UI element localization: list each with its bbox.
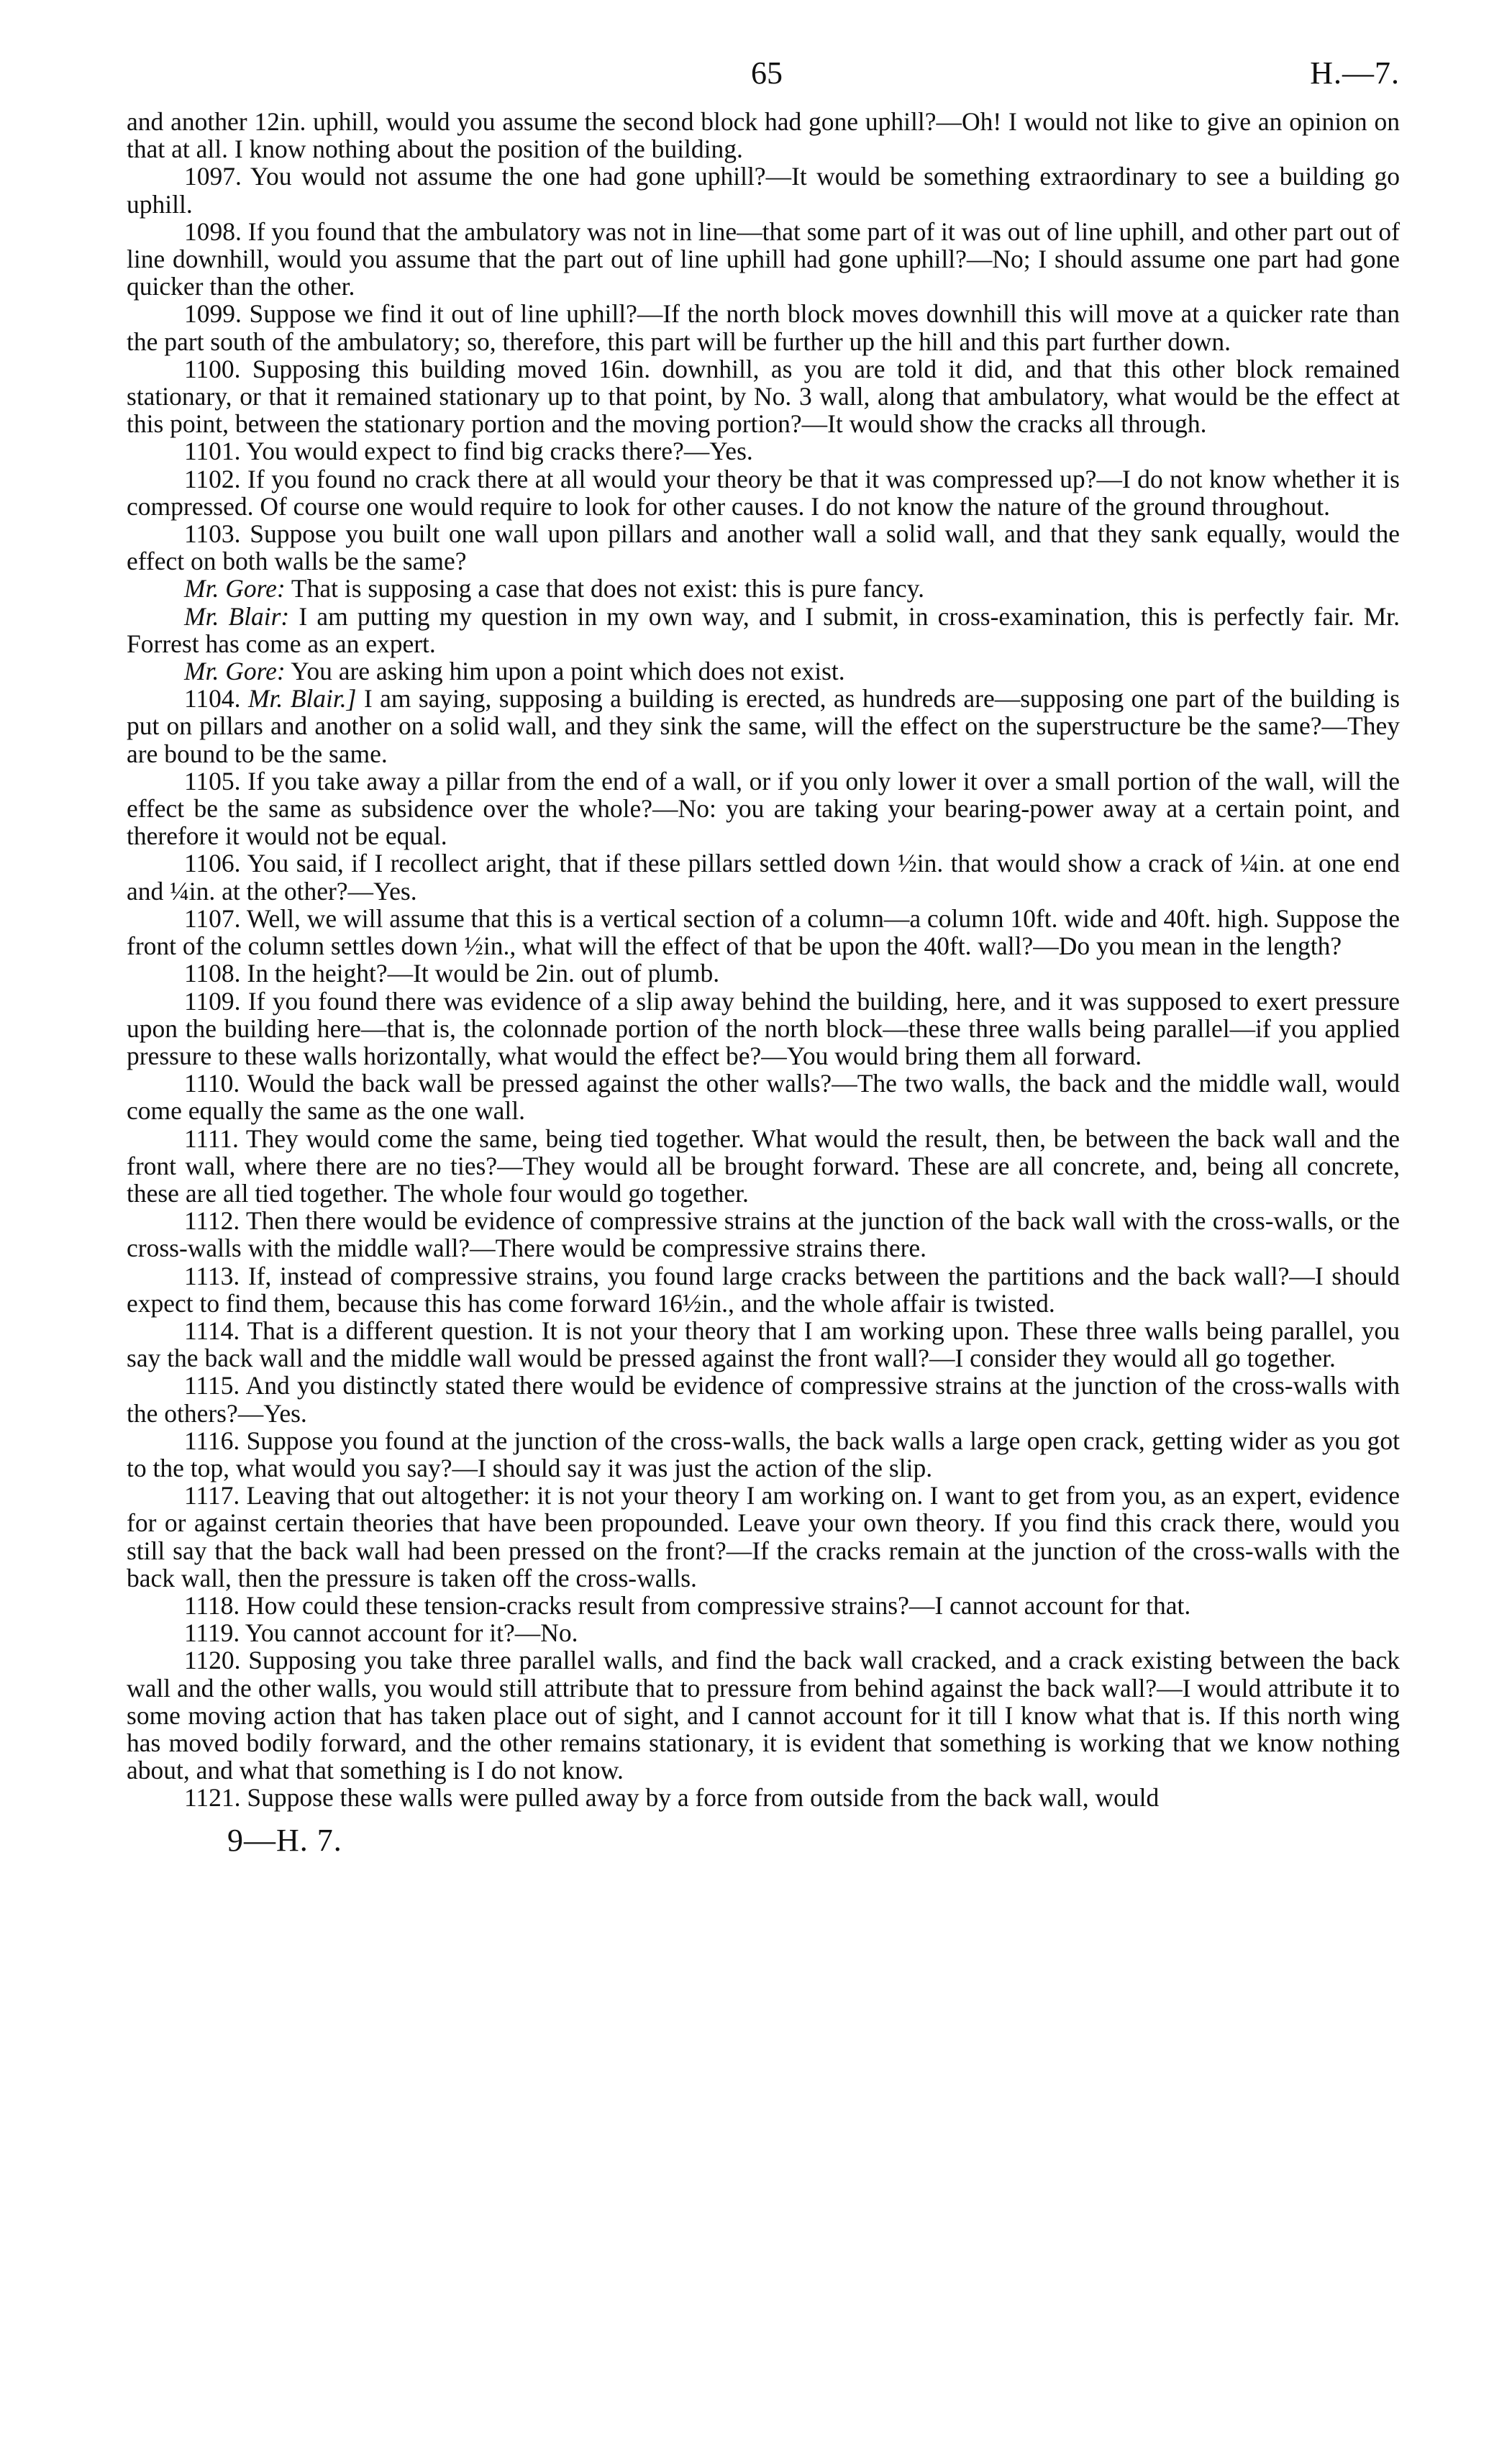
paragraph-text: 1113. If, instead of compressive strains, you found large cracks between the partitions and the back wall?—I should expect to find them, because this has come forward 16½in., and the whole affair is twisted. [127, 1261, 1400, 1318]
page-number: 65 [751, 55, 783, 91]
paragraph [127, 300, 1400, 355]
paragraph [127, 1482, 1400, 1592]
paragraph-text: I am putting my question in my own way, and I submit, in cross-examination, this is perfectly fair. Mr. Forrest has come as an expert. [127, 601, 1401, 658]
paragraph [127, 1646, 1400, 1784]
speaker-name: Mr. Gore: [184, 574, 286, 603]
paragraph [127, 520, 1400, 575]
paragraph [127, 108, 1400, 163]
paragraph [127, 1427, 1400, 1482]
paragraph [127, 163, 1400, 217]
paragraph-text: 1101. You would expect to find big cracks there?—Yes. [184, 437, 753, 466]
speaker-paragraph [127, 685, 1400, 767]
paragraph-text: 1114. That is a different question. It is not your theory that I am working upon. These three walls being parallel, you say the back wall and the middle wall would be pressed against the front wall?—I consider they would all go together. [127, 1316, 1400, 1373]
page-signature: 9—H. 7. [227, 1822, 342, 1858]
document-reference: H.—7. [1310, 55, 1400, 91]
speaker-paragraph [127, 603, 1400, 657]
paragraph [127, 960, 1400, 987]
paragraph-text: 1106. You said, if I recollect aright, that if these pillars settled down ½in. that would show a crack of ¼in. at one end and ¼in. at the other?—Yes. [127, 849, 1400, 906]
paragraph [127, 1207, 1400, 1262]
paragraph-text: 1107. Well, we will assume that this is a vertical section of a column—a column 10ft. wide and 40ft. high. Suppose the front of the column settles down ½in., what will the effect of that be upon the 40ft. wall?—Do you mean in the length? [127, 903, 1400, 961]
paragraph-text: That is supposing a case that does not exist: this is pure fancy. [291, 574, 925, 603]
paragraph [127, 905, 1400, 960]
paragraph-text: 1097. You would not assume the one had gone uphill?—It would be something extraordinary to see a building go uphill. [127, 162, 1400, 219]
paragraph [127, 437, 1400, 465]
paragraph-text: 1105. If you take away a pillar from the end of a wall, or if you only lower it over a small portion of the wall, will the effect be the same as subsidence over the whole?—No: you are taking your bearing-power away at a certain point, and therefore it would not be equal. [127, 766, 1400, 851]
paragraph-text: 1109. If you found there was evidence of a slip away behind the building, here, and it was supposed to exert pressure upon the building here—that is, the colonnade portion of the north block—these three walls being parallel—if you applied pressure to these walls horizontally, what would the effect be?—You would bring them all forward. [127, 986, 1400, 1070]
paragraph [127, 1317, 1400, 1372]
paragraph-text: 1103. Suppose you built one wall upon pillars and another wall a solid wall, and that they sank equally, would the effect on both walls be the same? [127, 519, 1400, 576]
speaker-name: Mr. Gore: [184, 657, 286, 686]
speaker-paragraph [127, 575, 1400, 602]
page-header [127, 50, 1400, 108]
paragraph [127, 218, 1400, 301]
paragraph [127, 1592, 1400, 1619]
paragraph-text: 1099. Suppose we find it out of line uphill?—If the north block moves downhill this will move at a quicker rate than the part south of the ambulatory; so, therefore, this part will be further up the hill and this part further down. [127, 299, 1400, 356]
paragraph-text: 1112. Then there would be evidence of compressive strains at the junction of the back wall with the cross-walls, or the cross-walls with the middle wall?—There would be compressive strains there. [127, 1206, 1400, 1263]
paragraph-text: 1098. If you found that the ambulatory was not in line—that some part of it was out of line uphill, and other part out of line downhill, would you assume that the part out of line uphill had gone uphill?—No; I should assume one part had gone quicker than the other. [127, 217, 1400, 301]
document-page [127, 50, 1400, 2424]
paragraph [127, 1372, 1400, 1426]
speaker-name: Mr. Blair.] [247, 684, 357, 714]
body-text [127, 108, 1400, 1812]
paragraph-text: 1115. And you distinctly stated there would be evidence of compressive strains at the junction of the cross-walls with the others?—Yes. [127, 1371, 1400, 1428]
paragraph-text: 1119. You cannot account for it?—No. [184, 1618, 578, 1648]
paragraph-text: You are asking him upon a point which does not exist. [291, 657, 845, 686]
paragraph-text: 1110. Would the back wall be pressed against the other walls?—The two walls, the back and the middle wall, would come equally the same as the one wall. [127, 1069, 1400, 1126]
paragraph-text: 1111. They would come the same, being tied together. What would the result, then, be between the back wall and the front wall, where there are no ties?—They would all be brought forward. These are all concrete, and, being all concrete, these are all tied together. The whole four would go together. [127, 1124, 1400, 1208]
paragraph-text: 1100. Supposing this building moved 16in. downhill, as you are told it did, and that this other block remained stationary, or that it remained stationary up to that point, by No. 3 wall, along that ambulatory, what would be the effect at this point, between the stationary portion and the moving portion?—It would show the cracks all through. [127, 354, 1400, 439]
paragraph-text: 1118. How could these tension-cracks result from compressive strains?—I cannot account for that. [184, 1590, 1191, 1620]
paragraph [127, 465, 1400, 520]
paragraph [127, 1784, 1400, 1811]
paragraph-text: I am saying, supposing a building is erected, as hundreds are—supposing one part of the building is put on pillars and another on a solid wall, and they sink the same, will the effect on the superstructure be the same?—They are bound to be the same. [127, 684, 1401, 768]
paragraph-text: 1121. Suppose these walls were pulled away by a force from outside from the back wall, would [184, 1783, 1160, 1813]
speaker-name: Mr. Blair: [184, 601, 290, 631]
question-number: 1104. [184, 684, 241, 714]
paragraph [127, 1619, 1400, 1646]
paragraph [127, 355, 1400, 438]
paragraph-text: and another 12in. uphill, would you assume the second block had gone uphill?—Oh! I would not like to give an opinion on that at all. I know nothing about the position of the building. [127, 107, 1400, 164]
paragraph-text: 1117. Leaving that out altogether: it is not your theory I am working on. I want to get from you, as an expert, evidence for or against certain theories that have been propounded. Leave your own theory. If you find this crack there, would you still say that the back wall had been pressed on the front?—If the cracks remain at the junction of the cross-walls with the back wall, then the pressure is taken off the cross-walls. [127, 1481, 1400, 1592]
paragraph [127, 988, 1400, 1070]
paragraph-text: 1108. In the height?—It would be 2in. out of plumb. [184, 959, 720, 988]
paragraph-text: 1120. Supposing you take three parallel walls, and find the back wall cracked, and a crack existing between the back wall and the other walls, you would still attribute that to pressure from behind against the back wall?—I would attribute it to some moving action that has taken place out of sight, and I cannot account for it till I know what that is. If this north wing has moved bodily forward, and the other remains stationary, it is evident that something is working that we know nothing about, and what that something is I do not know. [127, 1646, 1400, 1785]
paragraph [127, 1125, 1400, 1208]
paragraph [127, 767, 1400, 850]
paragraph [127, 1070, 1400, 1124]
paragraph-text: 1102. If you found no crack there at all would your theory be that it was compressed up?—I do not know whether it is compressed. Of course one would require to look for other causes. I do not know the nature of the ground throughout. [127, 464, 1400, 521]
paragraph [127, 1262, 1400, 1317]
paragraph-text: 1116. Suppose you found at the junction of the cross-walls, the back walls a large open crack, getting wider as you got to the top, what would you say?—I should say it was just the action of the slip. [127, 1426, 1400, 1482]
speaker-paragraph [127, 657, 1400, 685]
paragraph [127, 849, 1400, 904]
